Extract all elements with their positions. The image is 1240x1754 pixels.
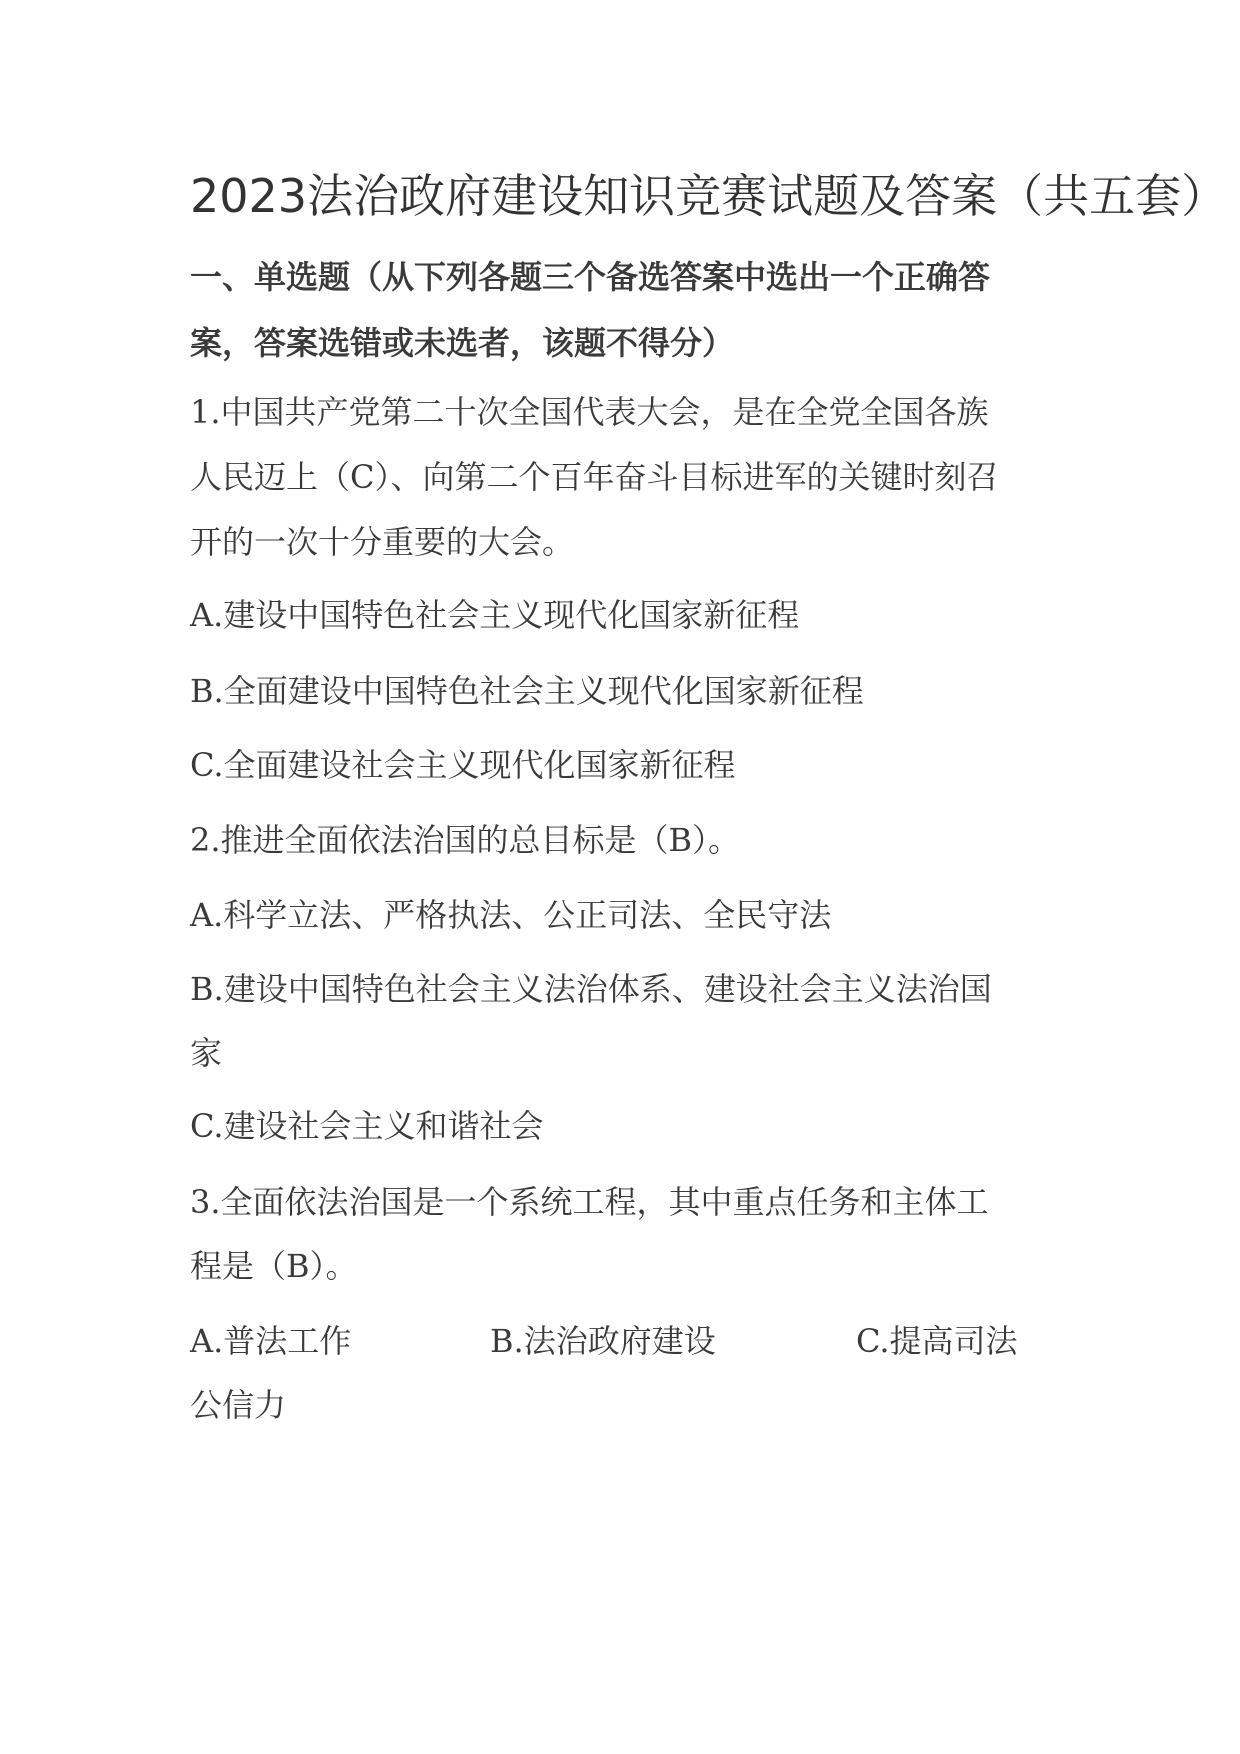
question-2-option-b: B.建设中国特色社会主义法治体系、建设社会主义法治国 bbox=[190, 970, 992, 1008]
document-title: 2023法治政府建设知识竞赛试题及答案（共五套） bbox=[190, 169, 1228, 223]
question-3-option-a: A.普法工作 bbox=[190, 1322, 352, 1360]
question-1-option-a: A.建设中国特色社会主义现代化国家新征程 bbox=[190, 596, 800, 634]
question-1-stem-line-1: 1.中国共产党第二十次全国代表大会，是在全党全国各族 bbox=[190, 393, 989, 431]
question-2-option-b-continued: 家 bbox=[190, 1034, 223, 1072]
question-3-option-b: B.法治政府建设 bbox=[490, 1322, 716, 1360]
question-1-option-b: B.全面建设中国特色社会主义现代化国家新征程 bbox=[190, 672, 864, 710]
question-2-option-c: C.建设社会主义和谐社会 bbox=[190, 1107, 544, 1145]
question-3-option-c-continued: 公信力 bbox=[190, 1386, 287, 1424]
question-3-stem-line-2: 程是（B）。 bbox=[190, 1247, 358, 1285]
question-1-stem-line-3: 开的一次十分重要的大会。 bbox=[190, 523, 575, 561]
question-2-stem-line-1: 2.推进全面依法治国的总目标是（B）。 bbox=[190, 821, 741, 859]
question-3-option-c: C.提高司法 bbox=[856, 1322, 1018, 1360]
section-heading: 一、单选题（从下列各题三个备选答案中选出一个正确答案，答案选错或未选者，该题不得分） bbox=[190, 258, 991, 362]
question-1-stem-line-2: 人民迈上（C）、向第二个百年奋斗目标进军的关键时刻召 bbox=[190, 458, 999, 496]
question-3-stem-line-1: 3.全面依法治国是一个系统工程，其中重点任务和主体工 bbox=[190, 1183, 989, 1221]
question-1-option-c: C.全面建设社会主义现代化国家新征程 bbox=[190, 746, 736, 784]
question-2-option-a: A.科学立法、严格执法、公正司法、全民守法 bbox=[190, 896, 832, 934]
